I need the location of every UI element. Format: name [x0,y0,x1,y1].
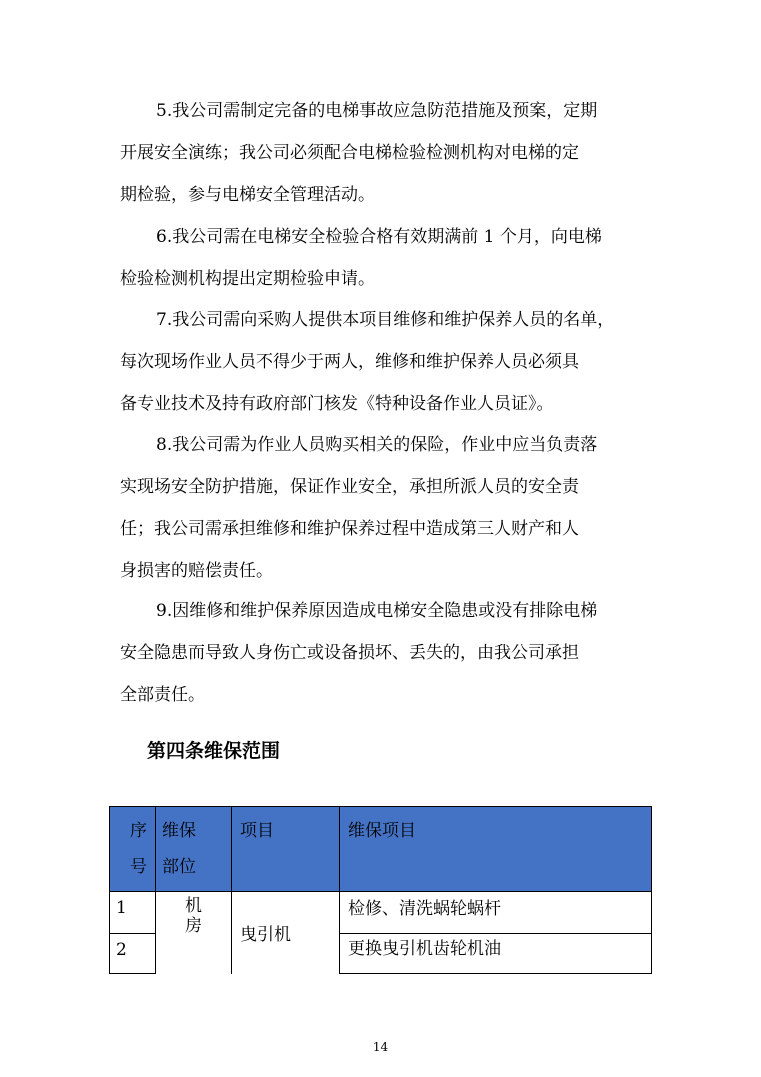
section-heading: 第四条维保范围 [147,740,281,762]
header-no-top: 序 [130,821,147,841]
header-cell-item [232,807,340,892]
row-desc: 检修、清洗蜗轮蜗杆 [348,899,501,919]
merged-item: 曳引机 [240,925,291,946]
paragraph-5 [120,90,660,216]
paragraph-9 [120,590,660,716]
text-line: 8.我公司需为作业人员购买相关的保险，作业中应当负责落 [156,435,598,455]
row-no: 2 [116,940,127,960]
paragraph-8 [120,424,660,592]
text-line: 每次现场作业人员不得少于两人，维修和维护保养人员必须具 [120,352,579,372]
text-line: 6.我公司需在电梯安全检验合格有效期满前 1 个月，向电梯 [156,227,602,247]
table-header-row [110,807,652,892]
text-line: 安全隐患而导致人身伤亡或设备损坏、丢失的，由我公司承担 [120,643,579,663]
row-no-cell [110,934,156,974]
paragraph-7 [120,299,660,425]
paragraph-6 [120,216,660,300]
maintenance-scope-table [109,806,652,974]
header-part-top: 维保 [162,821,196,841]
text-line: 实现场安全防护措施，保证作业安全，承担所派人员的安全责 [120,477,579,497]
text-line: 7.我公司需向采购人提供本项目维修和维护保养人员的名单， [156,310,615,330]
merged-item-cell [232,892,340,974]
row-no: 1 [116,898,127,918]
merged-part-bottom: 房 [185,916,202,936]
table-row [110,892,652,934]
merged-part-top: 机 [185,896,202,916]
merged-part-cell [156,892,232,974]
header-no-bottom: 号 [130,857,147,877]
page-number: 14 [372,1040,389,1054]
text-line: 备专业技术及持有政府部门核发《特种设备作业人员证》。 [120,394,554,414]
text-line: 期检验，参与电梯安全管理活动。 [120,185,375,205]
header-part-bottom: 部位 [162,857,196,877]
row-no-cell [110,892,156,934]
text-line: 全部责任。 [120,685,205,705]
text-line: 开展安全演练；我公司必须配合电梯检验检测机构对电梯的定 [120,143,579,163]
header-cell-part [156,807,232,892]
text-line: 身损害的赔偿责任。 [120,561,273,581]
row-desc: 更换曳引机齿轮机油 [348,939,501,959]
text-line: 5.我公司需制定完备的电梯事故应急防范措施及预案，定期 [156,101,598,121]
row-desc-cell [340,934,652,974]
header-cell-desc [340,807,652,892]
header-item-label: 项目 [240,821,274,841]
row-desc-cell [340,892,652,934]
header-cell-no [110,807,156,892]
text-line: 检验检测机构提出定期检验申请。 [120,269,375,289]
text-line: 任；我公司需承担维修和维护保养过程中造成第三人财产和人 [120,519,579,539]
text-line: 9.因维修和维护保养原因造成电梯安全隐患或没有排除电梯 [156,601,598,621]
header-desc-label: 维保项目 [348,821,416,841]
